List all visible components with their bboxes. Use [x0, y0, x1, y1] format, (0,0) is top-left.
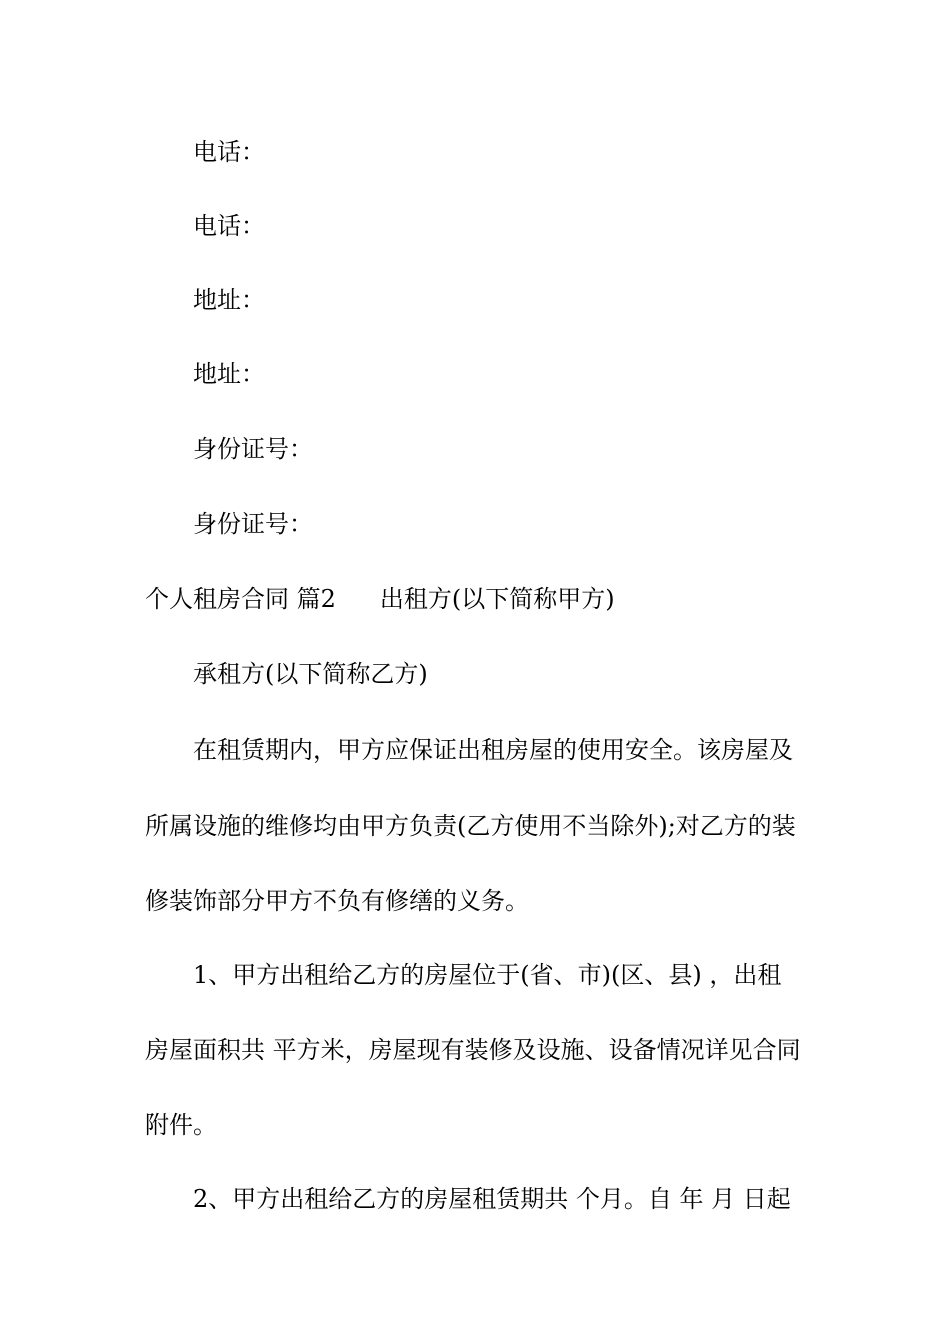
clause-line: 房屋面积共 平方米，房屋现有装修及设施、设备情况详见合同	[145, 1036, 801, 1064]
paragraph-line: 在租赁期内，甲方应保证出租房屋的使用安全。该房屋及	[193, 736, 793, 764]
id-number-label: 身份证号：	[193, 510, 313, 538]
address-label: 地址：	[193, 360, 265, 388]
clause-line: 2、甲方出租给乙方的房屋租赁期共 个月。自 年 月 日起	[193, 1185, 791, 1213]
paragraph-line: 所属设施的维修均由甲方负责(乙方使用不当除外);对乙方的装	[145, 812, 796, 840]
address-label: 地址：	[193, 286, 265, 314]
clause-line: 附件。	[145, 1111, 217, 1139]
phone-label: 电话：	[193, 138, 265, 166]
lessee-label: 承租方(以下简称乙方)	[193, 660, 428, 688]
phone-label: 电话：	[193, 212, 265, 240]
id-number-label: 身份证号：	[193, 435, 313, 463]
section-heading: 个人租房合同 篇2	[145, 585, 336, 613]
paragraph-line: 修装饰部分甲方不负有修缮的义务。	[145, 887, 529, 915]
clause-line: 1、甲方出租给乙方的房屋位于(省、市)(区、县) ，出租	[193, 961, 782, 989]
section-heading-row	[145, 584, 615, 614]
lessor-label: 出租方(以下简称甲方)	[379, 585, 615, 613]
